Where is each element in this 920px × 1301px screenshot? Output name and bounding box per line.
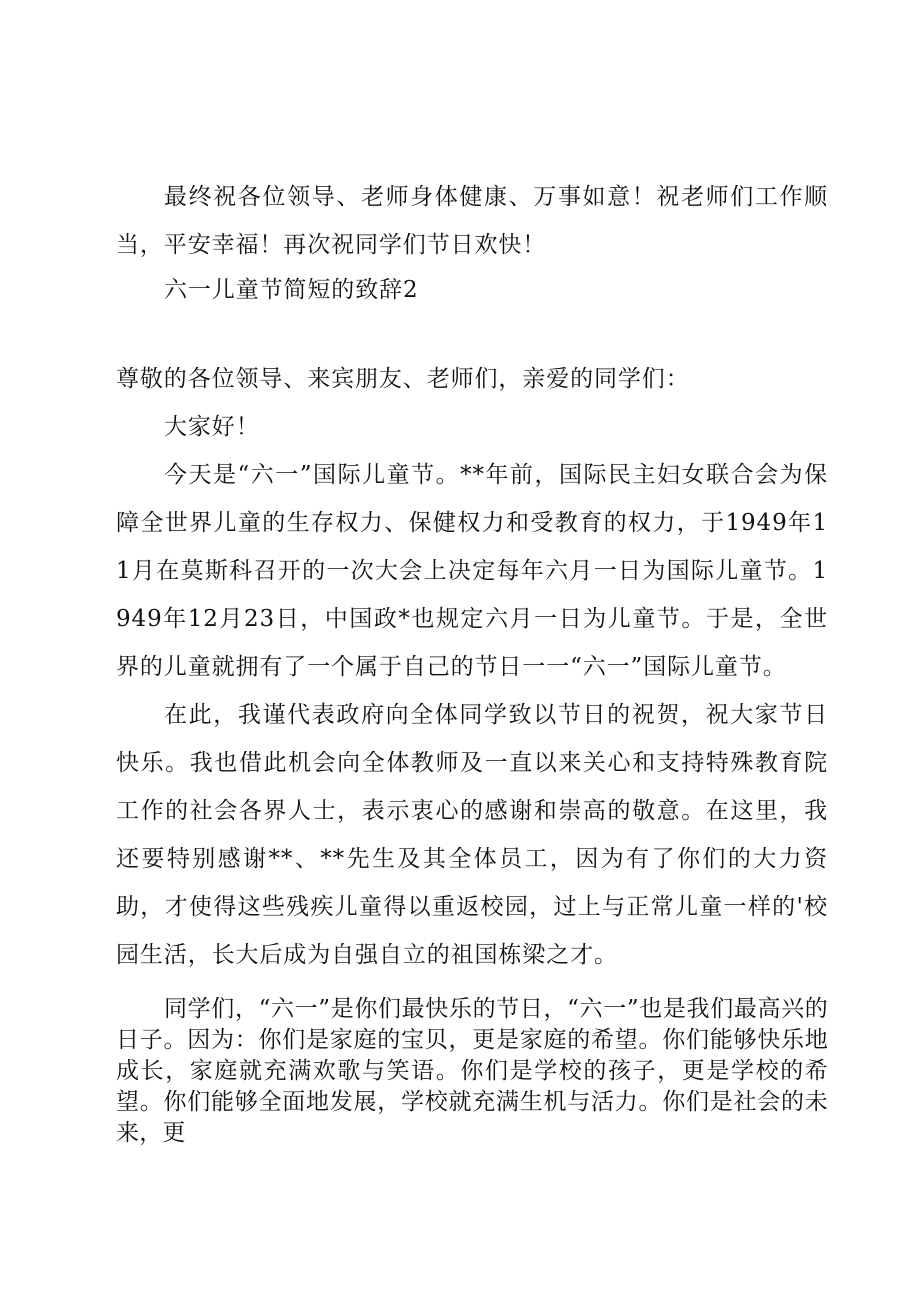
history-paragraph: 今天是“六一”国际儿童节。**年前，国际民主妇女联合会为保障全世界儿童的生存权力、保健权力和受教育的权力，于1949年11月在莫斯科召开的一次大会上决定每年六月一日为国际儿童节。1949年12月23日，中国政*也规定六月一日为儿童节。于是，全世界的儿童就拥有了一个属于自己的节日一一“六一”国际儿童节。 [116, 462, 828, 680]
thanks-paragraph: 在此，我谨代表政府向全体同学致以节日的祝贺，祝大家节日快乐。我也借此机会向全体教师及一直以来关心和支持特殊教育院工作的社会各界人士，表示衷心的感谢和崇高的敬意。在这里，我还要特别感谢**、**先生及其全体员工，因为有了你们的大力资助，才使得这些残疾儿童得以重返校园，过上与正常儿童一样的'校园生活，长大后成为自强自立的祖国栋梁之才。 [116, 702, 828, 968]
salutation-paragraph: 尊敬的各位领导、来宾朋友、老师们，亲爱的同学们： [116, 366, 690, 392]
greeting-paragraph: 大家好！ [164, 414, 260, 440]
section-heading: 六一儿童节简短的致辞2 [164, 277, 419, 303]
students-paragraph: 同学们，“六一”是你们最快乐的节日，“六一”也是我们最高兴的日子。因为：你们是家庭的宝贝，更是家庭的希望。你们能够快乐地成长，家庭就充满欢歌与笑语。你们是学校的孩子，更是学校的希望。你们能够全面地发展，学校就充满生机与活力。你们是社会的未来，更 [116, 996, 828, 1146]
closing-paragraph: 最终祝各位领导、老师身体健康、万事如意！祝老师们工作顺当，平安幸福！再次祝同学们节日欢快！ [116, 184, 828, 258]
